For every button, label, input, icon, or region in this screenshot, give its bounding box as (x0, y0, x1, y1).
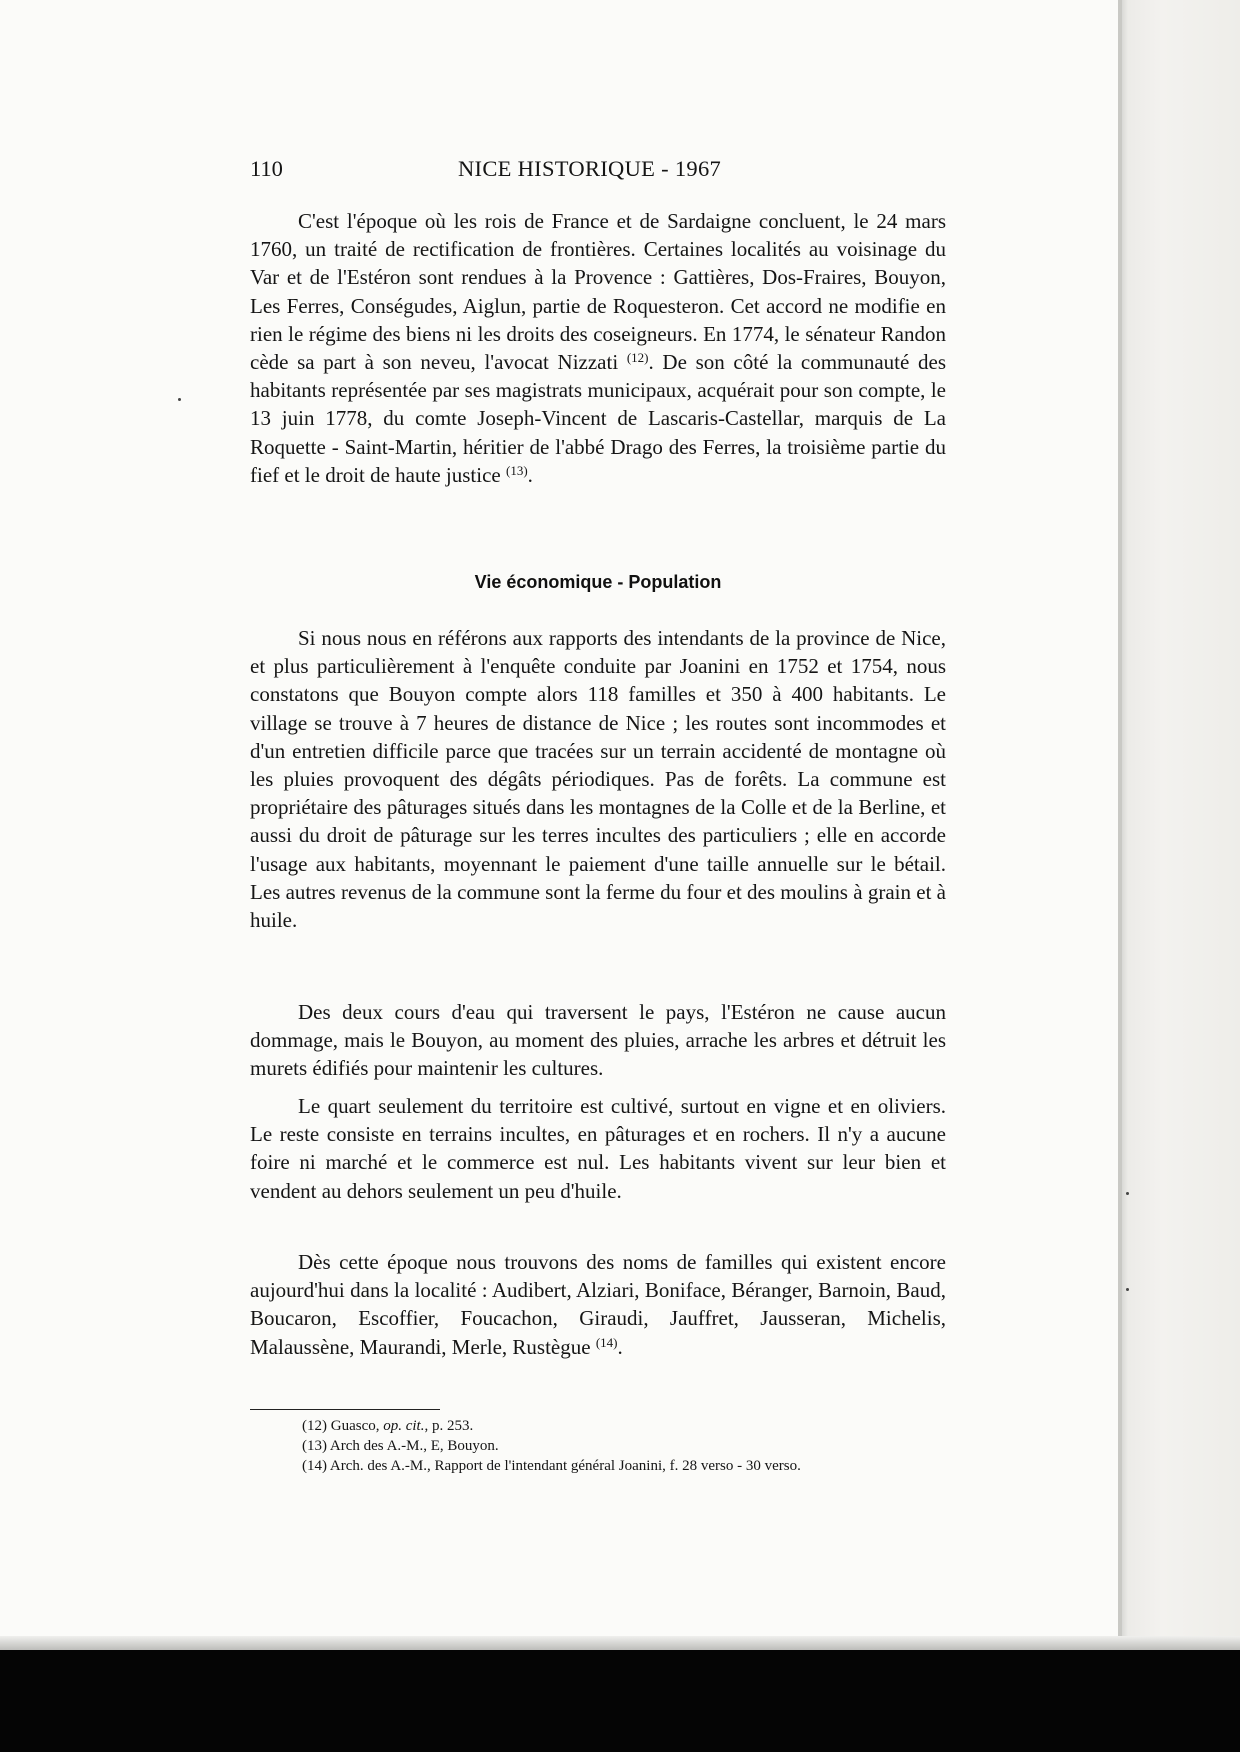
page-number: 110 (250, 156, 283, 181)
paragraph-text: . De son côté la communauté des habitants représentée par ses magistrats municipaux, acquérait pour son compte, le 13 juin 1778, du comte Joseph-Vincent de Lascaris-Castellar, marquis de La Roquette - Saint-Martin, héritier de l'abbé Drago des Ferres, la troisième partie du fief et le droit de haute justice (250, 350, 946, 487)
footnote-ref-14: (14) (595, 1334, 618, 1350)
adjacent-page-strip (1122, 0, 1240, 1752)
paragraph-text: C'est l'époque où les rois de France et de Sardaigne concluent, le 24 mars 1760, un traité de rectification de frontières. Certaines localités au voisinage du Var et de l'Estéron sont rendues à la Provence : Gattières, Dos-Fraires, Bouyon, Les Ferres, Conségudes, Aiglun, partie de Roquesteron. Cet accord ne modifie en rien le régime des biens ni les droits des coseigneurs. En 1774, le sénateur Randon cède sa part à son neveu, l'avocat Nizzati (250, 209, 946, 375)
footnote-ref-12: (12) (626, 350, 649, 366)
footnote-12 (250, 1416, 946, 1436)
paragraph-treaty (250, 207, 946, 489)
scan-speck (1126, 1288, 1129, 1291)
footnote-separator (250, 1409, 440, 1410)
footnote-italic: op. cit. (383, 1418, 425, 1434)
page-bottom-edge (0, 1636, 1240, 1650)
section-heading: Vie économique - Population (474, 572, 722, 592)
paragraph-text: . (527, 462, 533, 487)
footnote-text: (12) Guasco, (302, 1418, 384, 1434)
footnote-13: (13) Arch des A.-M., E, Bouyon. (302, 1438, 499, 1454)
paragraph-economy: Si nous nous en référons aux rapports des intendants de la province de Nice, et plus particulièrement à l'enquête conduite par Joanini en 1752 et 1754, nous constatons que Bouyon compte alors 118 familles et 350 à 400 habitants. Le village se trouve à 7 heures de distance de Nice ; les routes sont incommodes et d'un entretien difficile parce que tracées sur un terrain accidenté de montagne où les pluies provoquent des dégâts périodiques. Pas de forêts. La commune est propriétaire des pâturages situés dans les montagnes de la Colle et de la Berline, et aussi du droit de pâturage sur les terres incultes des particuliers ; elle en accorde l'usage aux habitants, moyennant le paiement d'une taille annuelle sur le bétail. Les autres revenus de la commune sont la ferme du four et des moulins à grain et à huile. (250, 626, 946, 933)
running-head (250, 156, 740, 190)
paragraph-agriculture: Le quart seulement du territoire est cultivé, surtout en vigne et en oliviers. Le reste consiste en terrains incultes, en pâturages et en rochers. Il n'y a aucune foire ni marché et le commerce est nul. Les habitants vivent sur leur bien et vendent au dehors seulement un peu d'huile. (250, 1094, 946, 1203)
scanner-background (0, 1650, 1240, 1752)
footnote-14: (14) Arch. des A.-M., Rapport de l'intendant général Joanini, f. 28 verso - 30 verso. (302, 1458, 801, 1474)
journal-title: NICE HISTORIQUE - 1967 (458, 156, 722, 181)
footnote-text: , p. 253. (424, 1418, 474, 1434)
paragraph-rivers: Des deux cours d'eau qui traversent le pays, l'Estéron ne cause aucun dommage, mais le Bouyon, au moment des pluies, arrache les arbres et détruit les murets édifiés pour maintenir les cultures. (250, 1000, 946, 1081)
footnote-ref-13: (13) (505, 462, 528, 478)
paragraph-text: Dès cette époque nous trouvons des noms de familles qui existent encore aujourd'hui dans la localité : Audibert, Alziari, Boniface, Béranger, Barnoin, Baud, Boucaron, Escoffier, Foucachon, Giraudi, Jauffret, Jausseran, Michelis, Malaussène, Maurandi, Merle, Rustègue (250, 1250, 946, 1359)
scan-speck (1126, 1192, 1129, 1195)
paragraph-text: . (617, 1334, 623, 1359)
scan-speck (178, 398, 181, 401)
paragraph-family-names (250, 1248, 946, 1361)
